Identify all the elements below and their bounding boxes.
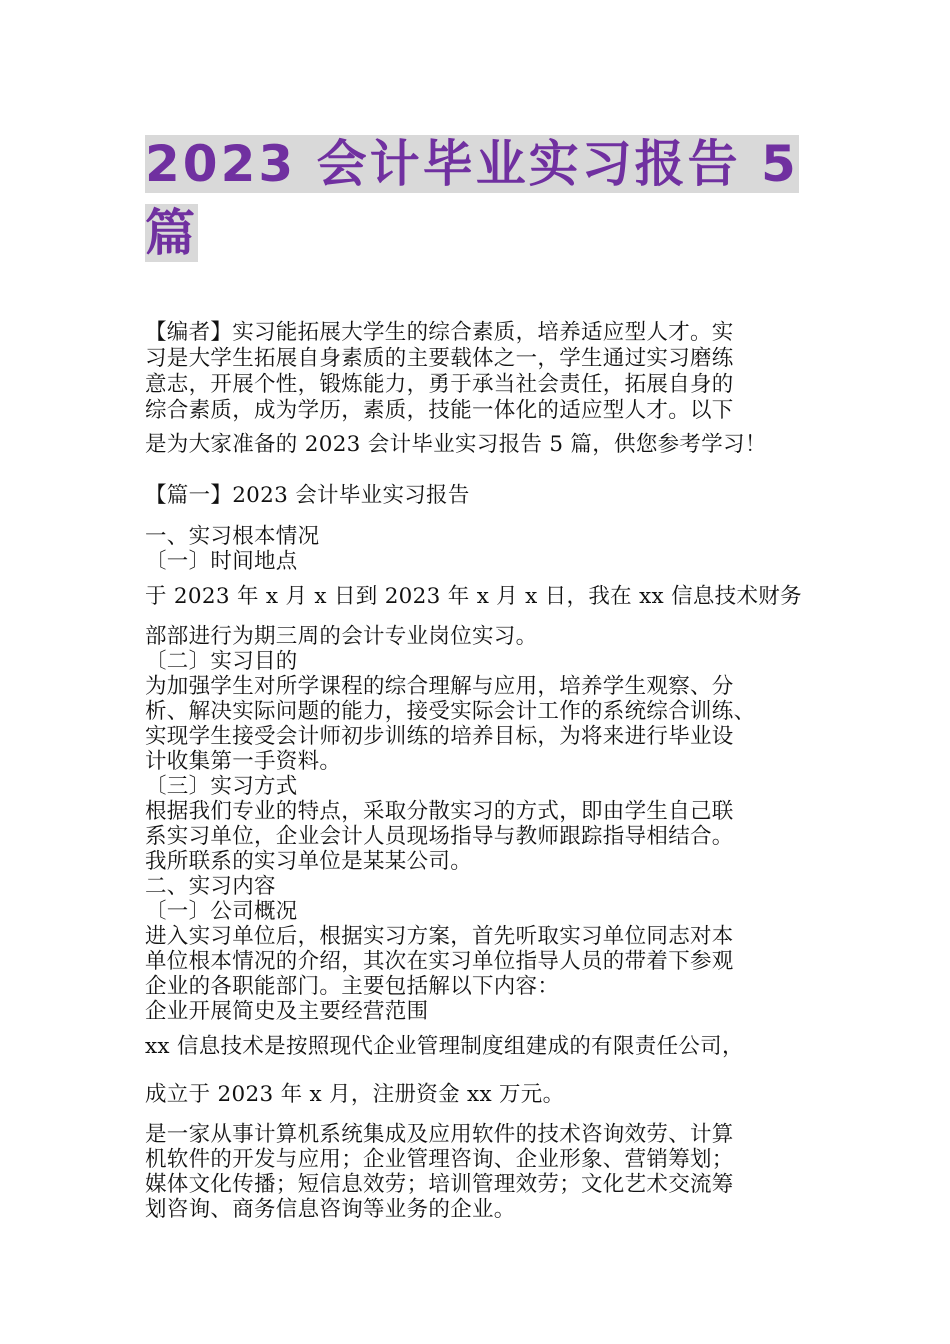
title-line-1: 2023 会计毕业实习报告 5 [145, 135, 799, 193]
editor-note-line: 【编者】实习能拓展大学生的综合素质，培养适应型人才。实 [145, 320, 734, 345]
paragraph-line: 机软件的开发与应用；企业管理咨询、企业形象、营销筹划； [145, 1147, 734, 1172]
heading-level-1: 一、实习根本情况 [145, 524, 320, 549]
editor-note-line: 是为大家准备的 2023 会计毕业实习报告 5 篇，供您参考学习！ [145, 432, 767, 457]
paragraph-line: 媒体文化传播；短信息效劳；培训管理效劳；文化艺术交流筹 [145, 1172, 734, 1197]
paragraph-line: 根据我们专业的特点，采取分散实习的方式，即由学生自己联 [145, 799, 734, 824]
paragraph-line: 是一家从事计算机系统集成及应用软件的技术咨询效劳、计算 [145, 1122, 734, 1147]
paragraph-line: 单位根本情况的介绍，其次在实习单位指导人员的带着下参观 [145, 949, 734, 974]
paragraph-line: 成立于 2023 年 x 月，注册资金 xx 万元。 [145, 1082, 565, 1107]
paragraph-line: 部部进行为期三周的会计专业岗位实习。 [145, 624, 538, 649]
paragraph-line: 为加强学生对所学课程的综合理解与应用，培养学生观察、分 [145, 674, 734, 699]
title-line-2: 篇 [145, 204, 198, 262]
paragraph-line: 划咨询、商务信息咨询等业务的企业。 [145, 1197, 516, 1222]
heading-level-2: 〔二〕实习目的 [145, 649, 298, 674]
paragraph-line: 我所联系的实习单位是某某公司。 [145, 849, 473, 874]
paragraph-line: 计收集第一手资料。 [145, 749, 342, 774]
paragraph-line: 企业开展简史及主要经营范围 [145, 999, 429, 1024]
paragraph-line: 于 2023 年 x 月 x 日到 2023 年 x 月 x 日，我在 xx 信息技术财务 [145, 584, 802, 609]
paragraph-line: 系实习单位，企业会计人员现场指导与教师跟踪指导相结合。 [145, 824, 734, 849]
paragraph-line: 实现学生接受会计师初步训练的培养目标，为将来进行毕业设 [145, 724, 734, 749]
heading-level-2: 〔一〕公司概况 [145, 899, 298, 924]
editor-note-line: 综合素质，成为学历，素质，技能一体化的适应型人才。以下 [145, 398, 734, 423]
paragraph-line: xx 信息技术是按照现代企业管理制度组建成的有限责任公司， [145, 1034, 744, 1059]
paragraph-line: 进入实习单位后，根据实习方案，首先听取实习单位同志对本 [145, 924, 734, 949]
document-title [145, 130, 810, 268]
paragraph-line: 企业的各职能部门。主要包括解以下内容： [145, 974, 560, 999]
section-heading-part-one: 【篇一】2023 会计毕业实习报告 [145, 483, 470, 508]
heading-level-1: 二、实习内容 [145, 874, 276, 899]
editor-note-line: 意志，开展个性，锻炼能力，勇于承当社会责任，拓展自身的 [145, 372, 734, 397]
editor-note-line: 习是大学生拓展自身素质的主要载体之一，学生通过实习磨练 [145, 346, 734, 371]
heading-level-2: 〔三〕实习方式 [145, 774, 298, 799]
heading-level-2: 〔一〕时间地点 [145, 549, 298, 574]
paragraph-line: 析、解决实际问题的能力，接受实际会计工作的系统综合训练、 [145, 699, 756, 724]
